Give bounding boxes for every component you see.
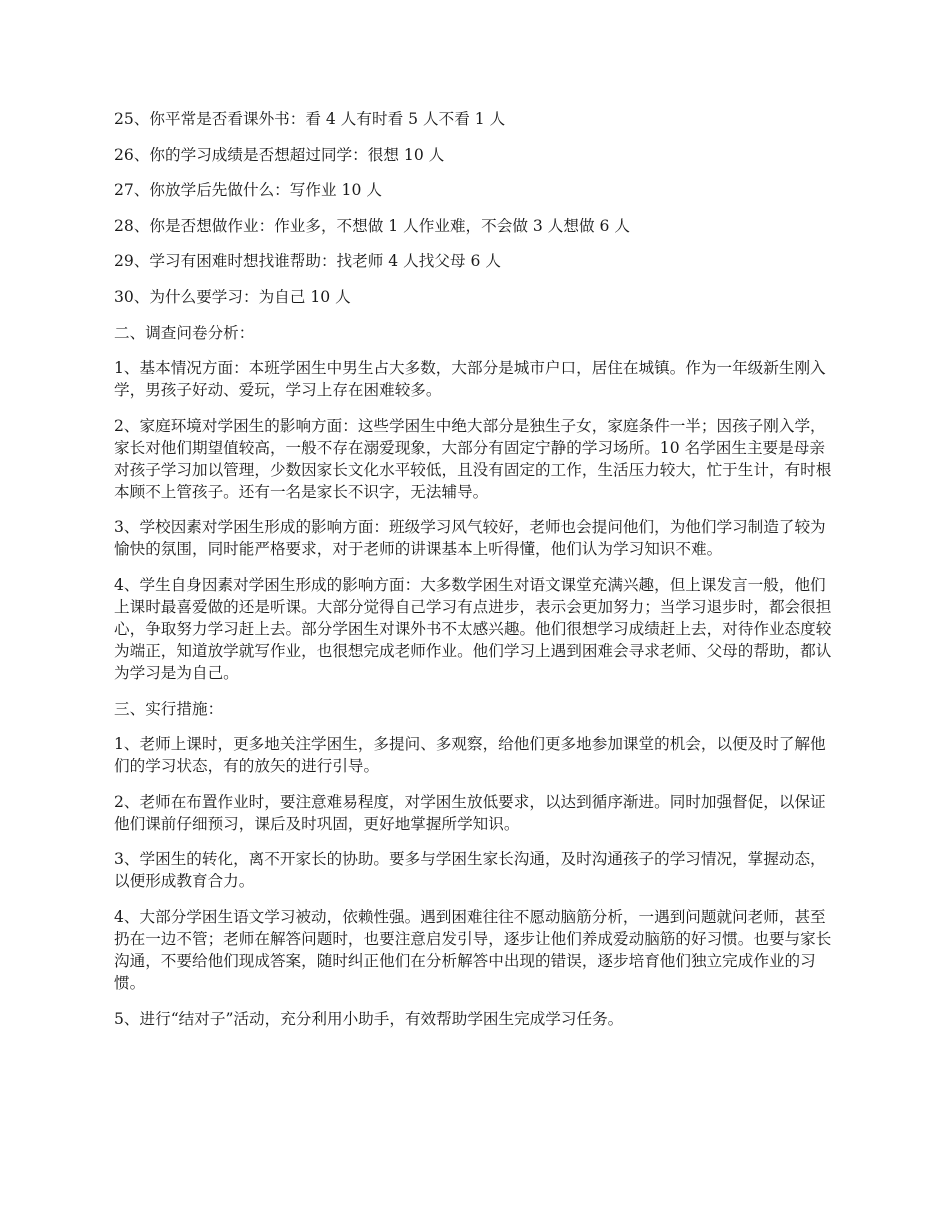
- analysis-paragraph-4: 4、学生自身因素对学困生形成的影响方面：大多数学困生对语文课堂充满兴趣，但上课发言一般，他们上课时最喜爱做的还是听课。大部分觉得自己学习有点进步，表示会更加努力；当学习退步时，都会很担心，争取努力学习赶上去。部分学困生对课外书不太感兴趣。他们很想学习成绩赶上去，对待作业态度较为端正，知道放学就写作业，也很想完成老师作业。他们学习上遇到困难会寻求老师、父母的帮助，都认为学习是为自己。: [114, 575, 832, 682]
- analysis-paragraph-1: 1、基本情况方面：本班学困生中男生占大多数，大部分是城市户口，居住在城镇。作为一年级新生刚入学，男孩子好动、爱玩，学习上存在困难较多。: [114, 359, 826, 400]
- survey-item-28: 28、你是否想做作业：作业多，不想做 1 人作业难，不会做 3 人想做 6 人: [114, 216, 630, 235]
- document-page: [114, 108, 838, 1043]
- analysis-paragraph-3: 3、学校因素对学困生形成的影响方面：班级学习风气较好，老师也会提问他们，为他们学习制造了较为愉快的氛围，同时能严格要求，对于老师的讲课基本上听得懂，他们认为学习知识不难。: [114, 518, 826, 559]
- measure-paragraph-1: 1、老师上课时，更多地关注学困生，多提问、多观察，给他们更多地参加课堂的机会，以便及时了解他们的学习状态，有的放矢的进行引导。: [114, 735, 826, 776]
- section-heading-measures: 三、实行措施：: [114, 699, 224, 718]
- survey-item-26: 26、你的学习成绩是否想超过同学：很想 10 人: [114, 145, 445, 164]
- survey-item-27: 27、你放学后先做什么：写作业 10 人: [114, 181, 382, 200]
- measure-paragraph-5: 5、进行“结对子”活动，充分利用小助手，有效帮助学困生完成学习任务。: [114, 1009, 624, 1028]
- measure-paragraph-4: 4、大部分学困生语文学习被动，依赖性强。遇到困难往往不愿动脑筋分析，一遇到问题就问老师，甚至扔在一边不管；老师在解答问题时，也要注意启发引导，逐步让他们养成爱动脑筋的好习惯。也要与家长沟通，不要给他们现成答案，随时纠正他们在分析解答中出现的错误，逐步培育他们独立完成作业的习惯。: [114, 907, 832, 992]
- measure-paragraph-3: 3、学困生的转化，离不开家长的协助。要多与学困生家长沟通，及时沟通孩子的学习情况，掌握动态，以便形成教育合力。: [114, 850, 826, 891]
- measure-paragraph-2: 2、老师在布置作业时，要注意难易程度，对学困生放低要求，以达到循序渐进。同时加强督促，以保证他们课前仔细预习，课后及时巩固，更好地掌握所学知识。: [114, 792, 826, 833]
- survey-item-29: 29、学习有困难时想找谁帮助：找老师 4 人找父母 6 人: [114, 252, 501, 271]
- analysis-paragraph-2: 2、家庭环境对学困生的影响方面：这些学困生中绝大部分是独生子女，家庭条件一半；因孩子刚入学，家长对他们期望值较高，一般不存在溺爱现象，大部分有固定宁静的学习场所。10 名学困生主要是母亲对孩子学习加以管理，少数因家长文化水平较低，且没有固定的工作，生活压力较大，忙于生计，有时根本顾不上管孩子。还有一名是家长不识字，无法辅导。: [114, 416, 832, 501]
- section-heading-analysis: 二、调查问卷分析：: [114, 323, 255, 342]
- survey-item-25: 25、你平常是否看课外书：看 4 人有时看 5 人不看 1 人: [114, 110, 506, 128]
- survey-item-30: 30、为什么要学习：为自己 10 人: [114, 287, 351, 306]
